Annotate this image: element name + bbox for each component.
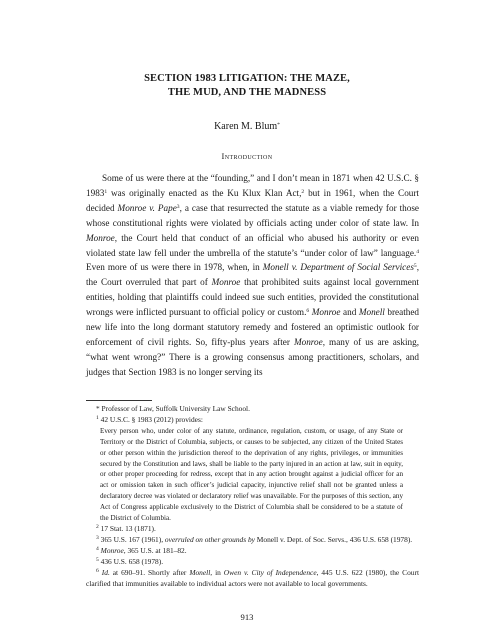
author-name: Karen M. Blum bbox=[214, 121, 278, 132]
footnote-italic: overruled on other grounds by bbox=[164, 534, 255, 544]
footnote-number: 1 bbox=[96, 414, 99, 421]
footnote-2 bbox=[86, 524, 419, 535]
body-paragraph bbox=[86, 171, 419, 380]
body-text-run: , the Court overruled that part of bbox=[86, 262, 419, 288]
footnote-text: 365 U.S. 167 (1961), bbox=[98, 534, 165, 544]
footnote-text: 42 U.S.C. § 1983 (2012) provides: bbox=[98, 414, 203, 424]
footnote-number: 2 bbox=[96, 523, 99, 530]
body-text-run: , the Court held that conduct of an official who abused his authority or even violated state law fell under the umbrella of the statute’s “under color of law” language. bbox=[86, 232, 419, 258]
footnote-1 bbox=[86, 415, 419, 426]
footnote-6 bbox=[86, 568, 419, 590]
body-text-run: Even more of us were there in 1978, when, in bbox=[86, 262, 263, 273]
body-text-run: Some of us were there at the “founding,” and I don’t mean in 1871 when 42 U.S.C. § 1983 bbox=[86, 173, 419, 198]
footnote-text: , 445 U.S. 622 (1980), the Court clarified that immunities available to individual actors were not available to local governments. bbox=[86, 567, 420, 588]
section-heading: Introduction bbox=[221, 151, 273, 161]
footnote-ref: 3 bbox=[176, 203, 180, 210]
body-text bbox=[86, 171, 419, 380]
footnote-1-block-quote: Every person who, under color of any statute, ordinance, regulation, custom, or usage, of any State or Territory or the District of Columbia, subjects, or causes to be subjected, any citizen of the United States or other person within the jurisdiction thereof to the deprivation of any rights, privileges, or immunities secured by the Constitution and laws, shall be liable to the party injured in an action at law, suit in equity, or other proper proceeding for redress, except that in any action brought against a judicial officer for an act or omission taken in such officer’s judicial capacity, injunctive relief shall not be granted unless a declaratory decree was violated or declaratory relief was unavailable. For the purposes of this section, any Act of Congress applicable exclusively to the District of Columbia shall be considered to be a statute of the District of Columbia. bbox=[100, 426, 403, 523]
footnote-text: 436 U.S. 658 (1978). bbox=[98, 556, 164, 566]
body-text-run: , many of us are asking, “what went wrong?” There is a growing consensus among practitioners, scholars, and judges that Section 1983 is no longer serving its bbox=[86, 336, 419, 377]
body-text-run: that prohibited suits against local government entities, holding that plaintiffs could indeed sue such entities, provided the constitutional wrongs were inflicted pursuant to official policy or custom. bbox=[86, 277, 419, 318]
article-title-line-1: SECTION 1983 LITIGATION: THE MAZE, bbox=[144, 73, 350, 84]
case-name: Monroe bbox=[86, 232, 115, 243]
case-name: Monroe v. Pape bbox=[117, 202, 177, 213]
body-text-run: and bbox=[340, 307, 359, 318]
case-name: Monroe bbox=[311, 307, 341, 318]
footnote-italic: Monroe bbox=[100, 545, 124, 555]
body-text-run: breathed new life into the long dormant statutory remedy and fostered an optimistic outlook for enforcement of civil rights. So, fifty-plus years after bbox=[86, 307, 420, 347]
author-footnote-mark: * bbox=[277, 121, 280, 128]
footnote-number: 4 bbox=[96, 545, 99, 552]
footnote-ref: 1 bbox=[104, 188, 108, 195]
body-text-run: was originally enacted as the Ku Klux Klan Act, bbox=[107, 187, 302, 198]
footnote-3 bbox=[86, 535, 419, 546]
footnote-5 bbox=[86, 557, 419, 568]
footnotes bbox=[86, 404, 419, 589]
footnote-italic: Owen v. City of Independence bbox=[223, 567, 317, 577]
case-name: Monroe bbox=[293, 336, 323, 347]
footnote-text: , in bbox=[210, 567, 224, 577]
footnote-text: , 365 U.S. at 181–82. bbox=[123, 545, 187, 555]
case-name: Monell v. Department of Social Services bbox=[262, 262, 414, 273]
footnote-number: 5 bbox=[96, 556, 99, 563]
footnote-number: 6 bbox=[96, 567, 99, 574]
footnote-ref: 5 bbox=[413, 263, 417, 270]
page-number: 913 bbox=[240, 612, 254, 622]
footnote-italic: Id. bbox=[101, 567, 110, 577]
footnote-star: * Professor of Law, Suffolk University Law School. bbox=[96, 404, 250, 413]
footnote-ref: 4 bbox=[416, 248, 419, 255]
footnote-text: at 690–91. Shortly after bbox=[109, 567, 190, 577]
footnote-ref: 6 bbox=[306, 307, 310, 314]
footnote-ref: 2 bbox=[301, 188, 305, 195]
article-title-line-2: THE MUD, AND THE MADNESS bbox=[167, 87, 327, 98]
footnote-number: 3 bbox=[96, 534, 99, 541]
footnote-italic: Monell bbox=[189, 567, 211, 577]
case-name: Monroe bbox=[211, 277, 241, 288]
footnote-4 bbox=[86, 546, 419, 557]
body-text-run: , a case that resurrected the statute as a viable remedy for those whose constitutional rights were violated by officials acting under color of state law. In bbox=[86, 202, 419, 228]
case-name: Monell bbox=[358, 307, 385, 318]
footnote-text: 17 Stat. 13 (1871). bbox=[98, 523, 156, 533]
author-byline bbox=[0, 120, 494, 133]
footnote-text: Monell v. Dept. of Soc. Servs., 436 U.S. 658 (1978). bbox=[254, 534, 413, 544]
body-text-run: but in 1961, when the Court decided bbox=[86, 187, 419, 213]
footnote-divider bbox=[86, 400, 152, 401]
